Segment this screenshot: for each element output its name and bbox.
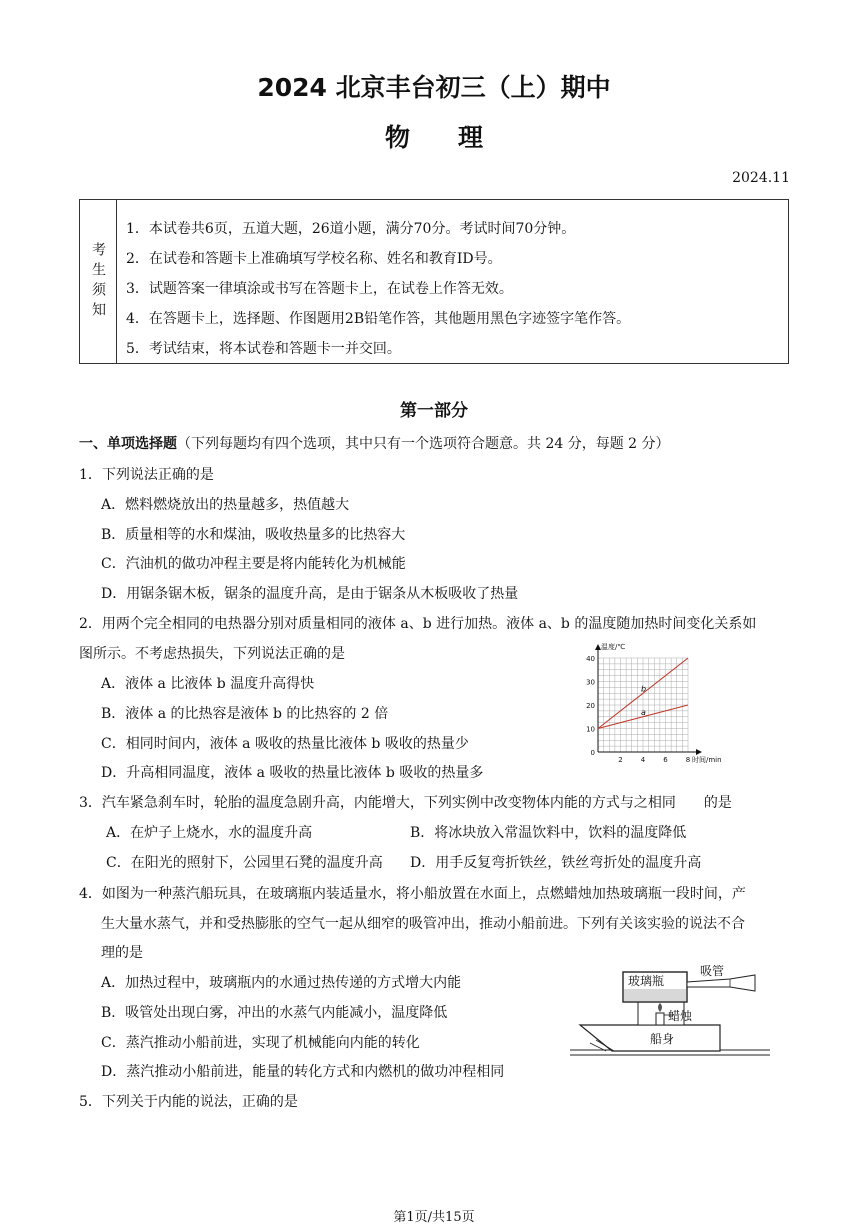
question-option: D．升高相同温度，液体 a 吸收的热量比液体 b 吸收的热量多 bbox=[101, 765, 484, 781]
exam-date: 2024.11 bbox=[732, 170, 790, 186]
y-tick-label: 0 bbox=[590, 749, 595, 757]
question-stem: 5．下列关于内能的说法，正确的是 bbox=[79, 1094, 298, 1110]
x-tick-label: 6 bbox=[663, 756, 668, 764]
question-option: A．加热过程中，玻璃瓶内的水通过热传递的方式增大内能 bbox=[101, 975, 462, 991]
y-tick-label: 30 bbox=[586, 678, 595, 687]
notice-item: 1．本试卷共6页，五道大题，26道小题，满分70分。考试时间70分钟。 bbox=[126, 221, 576, 237]
notice-item: 3．试题答案一律填涂或书写在答题卡上，在试卷上作答无效。 bbox=[126, 281, 513, 297]
question-option: D．蒸汽推动小船前进，能量的转化方式和内燃机的做功冲程相同 bbox=[101, 1064, 505, 1080]
question-option: C．汽油机的做功冲程主要是将内能转化为机械能 bbox=[101, 556, 406, 572]
notice-item: 2．在试卷和答题卡上准确填写学校名称、姓名和教育ID号。 bbox=[126, 251, 502, 267]
question-option: B．将冰块放入常温饮料中，饮料的温度降低 bbox=[410, 825, 687, 841]
chart-labels bbox=[586, 642, 721, 764]
question-option: B．吸管处出现白雾，冲出的水蒸气内能减小，温度降低 bbox=[101, 1005, 448, 1021]
notice-item: 5．考试结束，将本试卷和答题卡一并交回。 bbox=[126, 341, 401, 357]
x-tick-label: 8 bbox=[685, 756, 691, 764]
exam-title: 2024 北京丰台初三（上）期中 bbox=[257, 73, 611, 102]
x-axis-arrow bbox=[696, 749, 702, 755]
question-stem: 3．汽车紧急刹车时，轮胎的温度急剧升高，内能增大，下列实例中改变物体内能的方式与之相同 的是 bbox=[79, 795, 732, 811]
subject-title: 物理 bbox=[384, 123, 531, 152]
y-tick-label: 40 bbox=[586, 655, 595, 663]
section-heading bbox=[79, 433, 670, 453]
question-option: A．燃料燃烧放出的热量越多，热值越大 bbox=[101, 497, 350, 513]
question-option: C．蒸汽推动小船前进，实现了机械能向内能的转化 bbox=[101, 1035, 420, 1051]
steam-boat-figure bbox=[570, 965, 770, 1060]
candle-shape bbox=[656, 1013, 664, 1025]
question-stem: 生大量水蒸气，并和受热膨胀的空气一起从细窄的吸管冲出，推动小船前进。下列有关该实验的说法不合 bbox=[101, 916, 745, 932]
y-tick-label: 20 bbox=[586, 702, 595, 710]
x-tick-label: 4 bbox=[640, 756, 646, 764]
notice-box bbox=[79, 199, 789, 364]
section-note: （下列每题均有四个选项，其中只有一个选项符合题意。共 24 分，每题 2 分） bbox=[177, 436, 670, 452]
question-option: C．相同时间内，液体 a 吸收的热量比液体 b 吸收的热量少 bbox=[101, 736, 469, 752]
notice-item: 4．在答题卡上，选择题、作图题用2B铅笔作答，其他题用黑色字迹签字笔作答。 bbox=[126, 311, 631, 327]
question-option: B．质量相等的水和煤油，吸收热量多的比热容大 bbox=[101, 527, 406, 543]
page-footer: 第1页/共15页 bbox=[393, 1210, 475, 1225]
question-stem: 1．下列说法正确的是 bbox=[79, 467, 214, 483]
temperature-time-chart bbox=[580, 640, 740, 768]
question-stem: 2．用两个完全相同的电热器分别对质量相同的液体 a、b 进行加热。液体 a、b 的温度随加热时间变化关系如 bbox=[79, 616, 757, 632]
x-tick-label: 2 bbox=[618, 756, 623, 764]
bottle-label: 玻璃瓶 bbox=[628, 974, 665, 988]
question-option: A．液体 a 比液体 b 温度升高得快 bbox=[101, 676, 315, 692]
part-title: 第一部分 bbox=[400, 401, 468, 421]
x-axis-label: 时间/min bbox=[692, 756, 722, 764]
series-label: b bbox=[641, 684, 647, 694]
y-tick-label: 10 bbox=[586, 725, 595, 734]
question-option: D．用锯条锯木板，锯条的温度升高，是由于锯条从木板吸收了热量 bbox=[101, 586, 519, 602]
series-label: a bbox=[641, 707, 646, 717]
bottle-water bbox=[624, 989, 686, 1001]
section-title: 一、单项选择题 bbox=[79, 436, 177, 452]
question-option: A．在炉子上烧水，水的温度升高 bbox=[106, 825, 313, 841]
notice-label: 考生须知 bbox=[90, 241, 106, 322]
chart-grid bbox=[598, 658, 688, 752]
question-option: D．用手反复弯折铁丝，铁丝弯折处的温度升高 bbox=[410, 855, 702, 871]
question-option: C．在阳光的照射下，公园里石凳的温度升高 bbox=[106, 855, 383, 871]
hull-label: 船身 bbox=[650, 1032, 675, 1046]
question-option: B．液体 a 的比热容是液体 b 的比热容的 2 倍 bbox=[101, 706, 389, 722]
question-stem: 图所示。不考虑热损失，下列说法正确的是 bbox=[79, 646, 345, 662]
question-stem: 4．如图为一种蒸汽船玩具，在玻璃瓶内装适量水，将小船放置在水面上，点燃蜡烛加热玻璃瓶一段时间，产 bbox=[79, 886, 746, 902]
y-axis-label: 温度/℃ bbox=[601, 643, 626, 651]
candle-label: 蜡烛 bbox=[668, 1009, 693, 1023]
straw-label: 吸管 bbox=[700, 965, 725, 978]
notice-label-cell bbox=[80, 200, 117, 363]
question-stem: 理的是 bbox=[101, 945, 143, 961]
